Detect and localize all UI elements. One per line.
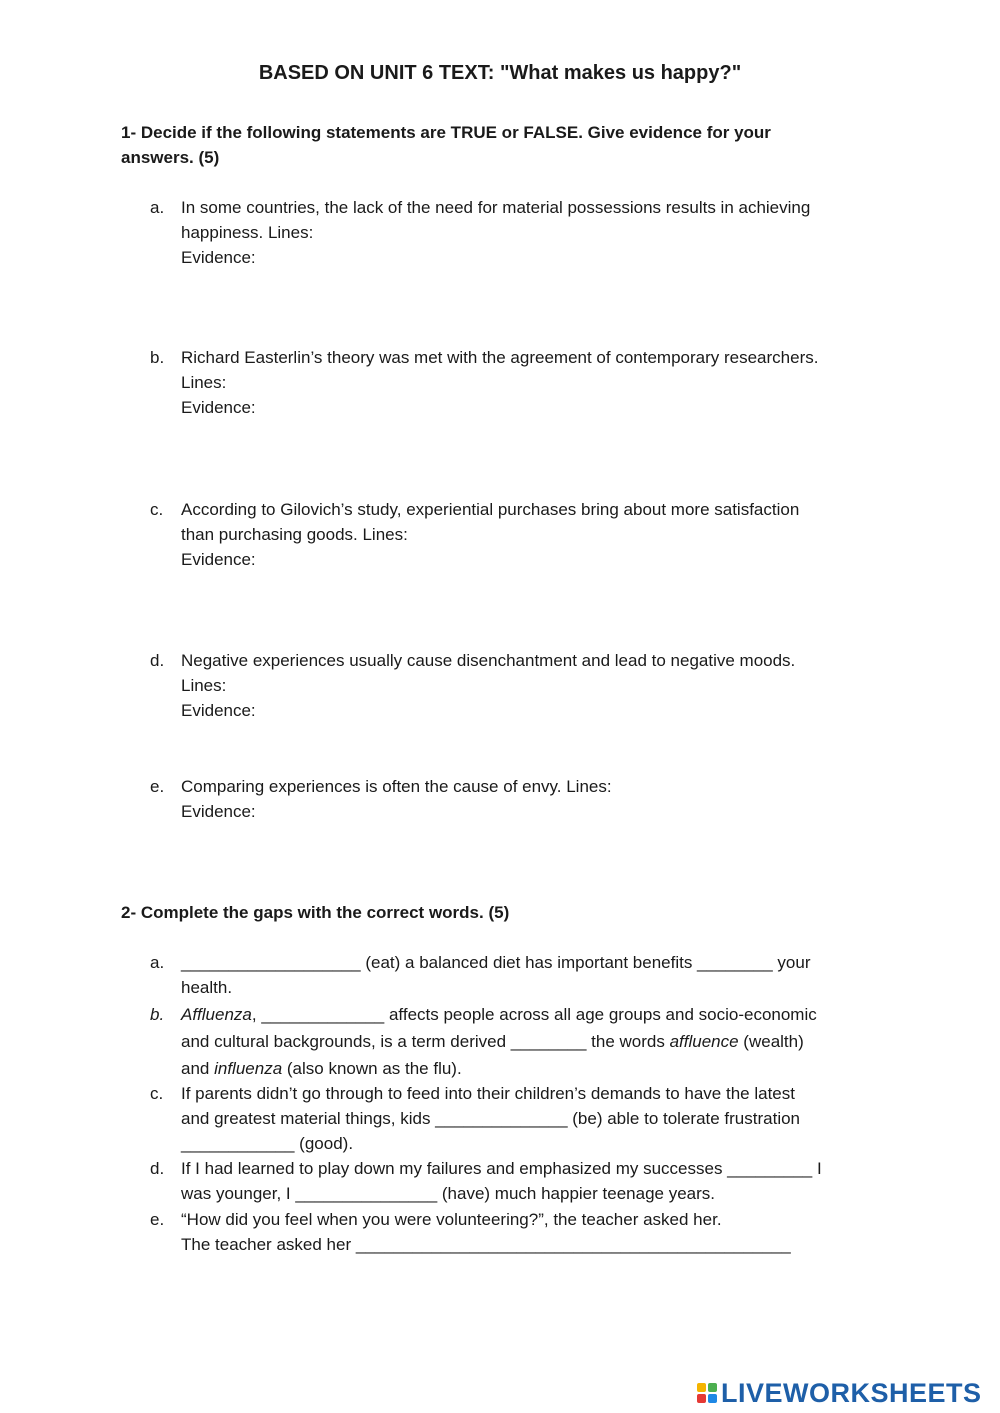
gap-text-line-3-post: (also known as the flu). <box>282 1059 462 1078</box>
item-marker: e. <box>150 777 165 796</box>
section-2-heading: 2- Complete the gaps with the correct words. (5) <box>121 903 510 922</box>
gap-item-a <box>121 950 881 1000</box>
liveworksheets-logo <box>697 1376 982 1410</box>
item-marker: b. <box>150 348 165 367</box>
statement-text: In some countries, the lack of the need for material possessions results in achieving <box>181 198 811 217</box>
gap-text-line-2: and greatest material things, kids ______________ (be) able to tolerate frustration <box>181 1109 801 1128</box>
item-marker: a. <box>150 198 165 217</box>
logo-text: LIVEWORKSHEETS <box>721 1377 982 1408</box>
evidence-label: Evidence: <box>181 398 256 417</box>
statement-text: According to Gilovich’s study, experiential purchases bring about more satisfaction <box>181 500 800 519</box>
gap-text-line-2-post: (wealth) <box>738 1032 804 1051</box>
item-marker: c. <box>150 1084 164 1103</box>
gap-text-line-3 <box>181 1056 881 1081</box>
lines-label: Lines: <box>181 373 227 392</box>
gap-text-line-1: “How did you feel when you were volunteering?”, the teacher asked her. <box>181 1210 722 1229</box>
gap-text-line-3: ____________ (good). <box>181 1134 354 1153</box>
lines-label: than purchasing goods. Lines: <box>181 525 408 544</box>
item-marker: c. <box>150 500 164 519</box>
statement-text: Richard Easterlin’s theory was met with the agreement of contemporary researchers. <box>181 348 819 367</box>
evidence-label: Evidence: <box>181 701 256 720</box>
gap-text-line-2 <box>181 1029 881 1056</box>
gap-item-b <box>121 1002 881 1081</box>
evidence-label: Evidence: <box>181 550 256 569</box>
evidence-label: Evidence: <box>181 248 256 267</box>
evidence-label: Evidence: <box>181 802 256 821</box>
section-1-heading-line-2: answers. (5) <box>121 148 220 167</box>
tf-item-e <box>121 774 881 824</box>
logo-cell <box>697 1383 706 1392</box>
item-marker: b. <box>150 1005 165 1024</box>
gap-text-line-2-pre: and cultural backgrounds, is a term derived ________ the words <box>181 1032 670 1051</box>
tf-item-b <box>121 345 881 420</box>
logo-cell <box>708 1383 717 1392</box>
gap-item-c <box>121 1081 881 1156</box>
gap-text-line-3-pre: and <box>181 1059 215 1078</box>
lines-label: happiness. Lines: <box>181 223 314 242</box>
gap-text-line-1: If parents didn’t go through to feed into their children’s demands to have the latest <box>181 1084 795 1103</box>
gap-text-line-2: was younger, I _______________ (have) much happier teenage years. <box>181 1184 715 1203</box>
statement-text: Negative experiences usually cause disenchantment and lead to negative moods. <box>181 651 796 670</box>
logo-grid-icon <box>697 1383 717 1403</box>
section-1-heading <box>121 120 861 170</box>
item-marker: d. <box>150 1159 165 1178</box>
tf-item-d <box>121 648 881 723</box>
term-affluence: affluence <box>669 1032 739 1051</box>
term-influenza: influenza <box>214 1059 283 1078</box>
section-1-heading-line-1: 1- Decide if the following statements are TRUE or FALSE. Give evidence for your <box>121 123 771 142</box>
logo-cell <box>697 1394 706 1403</box>
item-marker: e. <box>150 1210 165 1229</box>
gap-item-d <box>121 1156 881 1206</box>
gap-text-line-1: ___________________ (eat) a balanced diet has important benefits ________ your <box>181 953 811 972</box>
gap-text-line-2: The teacher asked her ______________________________________________ <box>181 1235 791 1254</box>
item-marker: d. <box>150 651 165 670</box>
gap-item-e <box>121 1207 881 1257</box>
gap-text-line-1 <box>181 1002 881 1029</box>
statement-text: Comparing experiences is often the cause of envy. Lines: <box>181 777 612 796</box>
lines-label: Lines: <box>181 676 227 695</box>
tf-item-c <box>121 497 881 572</box>
gap-text-line-1-rest: , _____________ affects people across all age groups and socio-economic <box>251 1005 817 1024</box>
gap-text-line-1: If I had learned to play down my failures and emphasized my successes _________ I <box>181 1159 822 1178</box>
item-marker: a. <box>150 953 165 972</box>
tf-item-a <box>121 195 881 270</box>
logo-cell <box>708 1394 717 1403</box>
gap-text-line-2: health. <box>181 978 233 997</box>
term-affluenza: Affluenza <box>181 1005 252 1024</box>
page-title: BASED ON UNIT 6 TEXT: "What makes us happy?" <box>258 62 742 84</box>
